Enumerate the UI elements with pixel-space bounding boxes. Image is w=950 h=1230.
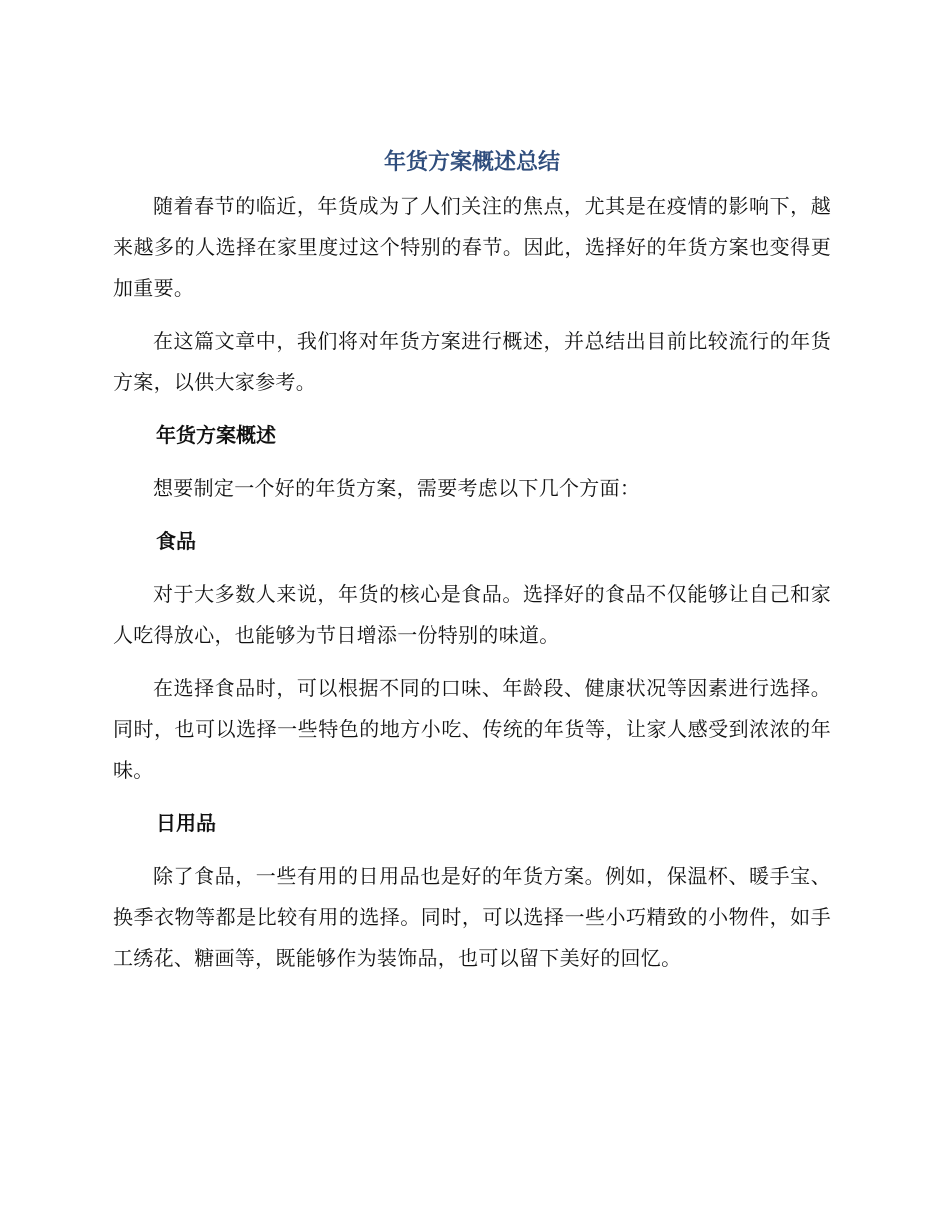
- section-heading-daily-goods: 日用品: [156, 811, 216, 835]
- section-heading-food: 食品: [156, 529, 196, 553]
- daily-goods-paragraph: 除了食品，一些有用的日用品也是好的年货方案。例如，保温杯、暖手宝、换季衣物等都是比较有用的选择。同时，可以选择一些小巧精致的小物件，如手工绣花、糖画等，既能够作为装饰品，也可以留下美好的回忆。: [113, 864, 831, 970]
- intro-paragraph-2: 在这篇文章中，我们将对年货方案进行概述，并总结出目前比较流行的年货方案，以供大家参考。: [113, 329, 831, 394]
- food-paragraph-1: 对于大多数人来说，年货的核心是食品。选择好的食品不仅能够让自己和家人吃得放心，也能够为节日增添一份特别的味道。: [113, 582, 831, 647]
- overview-paragraph: 想要制定一个好的年货方案，需要考虑以下几个方面：: [153, 476, 641, 500]
- intro-paragraph-1: 随着春节的临近，年货成为了人们关注的焦点，尤其是在疫情的影响下，越来越多的人选择在家里度过这个特别的春节。因此，选择好的年货方案也变得更加重要。: [113, 194, 831, 300]
- document-content: [113, 146, 831, 991]
- food-paragraph-2: 在选择食品时，可以根据不同的口味、年龄段、健康状况等因素进行选择。同时，也可以选择一些特色的地方小吃、传统的年货等，让家人感受到浓浓的年味。: [113, 676, 831, 782]
- section-heading-overview: 年货方案概述: [156, 423, 276, 447]
- document-title: 年货方案概述总结: [383, 150, 560, 175]
